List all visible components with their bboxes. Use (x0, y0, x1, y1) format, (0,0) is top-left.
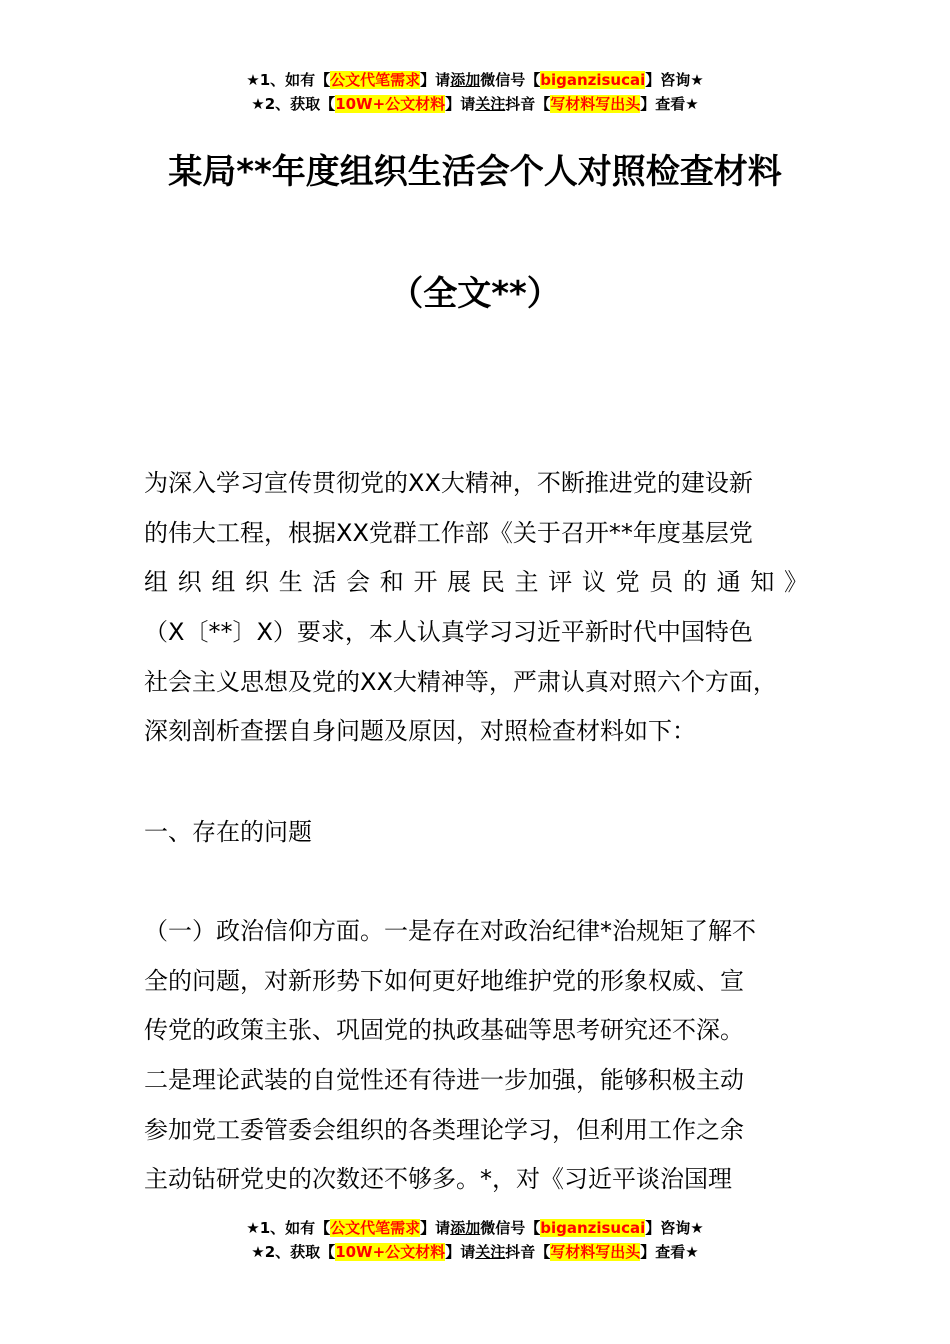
banner-underline: 添加 (450, 1219, 481, 1237)
banner-text: 抖音【 (505, 95, 551, 113)
text-line: 深刻剖析查摆自身问题及原因，对照检查材料如下： (144, 717, 696, 746)
banner-text: 】查看★ (640, 1243, 699, 1261)
banner-text: 】请 (420, 1219, 451, 1237)
banner-highlight: 10W+公文材料 (335, 1243, 446, 1261)
heading-line: 一、存在的问题 (144, 818, 312, 846)
document-subtitle: （全文**） (389, 274, 561, 314)
problems-paragraph (144, 907, 808, 1205)
banner-line-1 (0, 1216, 950, 1240)
footer-banner (0, 1216, 950, 1264)
text-line: （一）政治信仰方面。一是存在对政治纪律*治规矩了解不 (144, 917, 756, 945)
intro-paragraph (144, 459, 808, 757)
banner-text: 】请 (420, 71, 451, 89)
banner-text: 微信号【 (480, 71, 541, 89)
text-line: 全的问题，对新形势下如何更好地维护党的形象权威、宣 (144, 966, 744, 995)
banner-text: 微信号【 (480, 1219, 541, 1237)
text-line: 二是理论武装的自觉性还有待进一步加强，能够积极主动 (144, 1066, 744, 1095)
banner-highlight: biganzisucai (540, 1219, 646, 1237)
text-line: （X〔**〕X）要求，本人认真学习习近平新时代中国特色 (144, 618, 753, 647)
banner-text: ★2、获取【 (251, 1243, 336, 1261)
banner-highlight: biganzisucai (540, 71, 646, 89)
banner-text: ★1、如有【 (246, 1219, 331, 1237)
banner-underline: 关注 (475, 95, 506, 113)
header-banner (0, 68, 950, 116)
banner-text: 】查看★ (640, 95, 699, 113)
banner-line-1 (0, 68, 950, 92)
banner-highlight: 公文代笔需求 (330, 71, 421, 89)
banner-line-2 (0, 92, 950, 116)
text-line: 的伟大工程，根据XX党群工作部《关于召开**年度基层党 (144, 518, 753, 547)
banner-highlight: 10W+公文材料 (335, 95, 446, 113)
banner-text: 】咨询★ (645, 1219, 704, 1237)
banner-underline: 关注 (475, 1243, 506, 1261)
text-line: 社会主义思想及党的XX大精神等，严肃认真对照六个方面， (144, 667, 777, 696)
banner-underline: 添加 (450, 71, 481, 89)
text-line: 组织组织生活会和开展民主评议党员的通知》 (144, 568, 808, 597)
banner-text: 】请 (445, 1243, 476, 1261)
text-line: 传党的政策主张、巩固党的执政基础等思考研究还不深。 (144, 1016, 744, 1045)
banner-highlight: 写材料写出头 (550, 1243, 641, 1261)
text-line: 为深入学习宣传贯彻党的XX大精神，不断推进党的建设新 (144, 469, 753, 497)
text-line: 主动钻研党史的次数还不够多。*，对《习近平谈治国理 (144, 1165, 732, 1194)
banner-text: 】咨询★ (645, 71, 704, 89)
section-heading (144, 808, 808, 858)
banner-line-2 (0, 1240, 950, 1264)
document-title: 某局**年度组织生活会个人对照检查材料 (168, 152, 782, 192)
banner-text: ★2、获取【 (251, 95, 336, 113)
banner-text: ★1、如有【 (246, 71, 331, 89)
banner-highlight: 写材料写出头 (550, 95, 641, 113)
banner-highlight: 公文代笔需求 (330, 1219, 421, 1237)
banner-text: 】请 (445, 95, 476, 113)
text-line: 参加党工委管委会组织的各类理论学习，但利用工作之余 (144, 1115, 744, 1144)
banner-text: 抖音【 (505, 1243, 551, 1261)
